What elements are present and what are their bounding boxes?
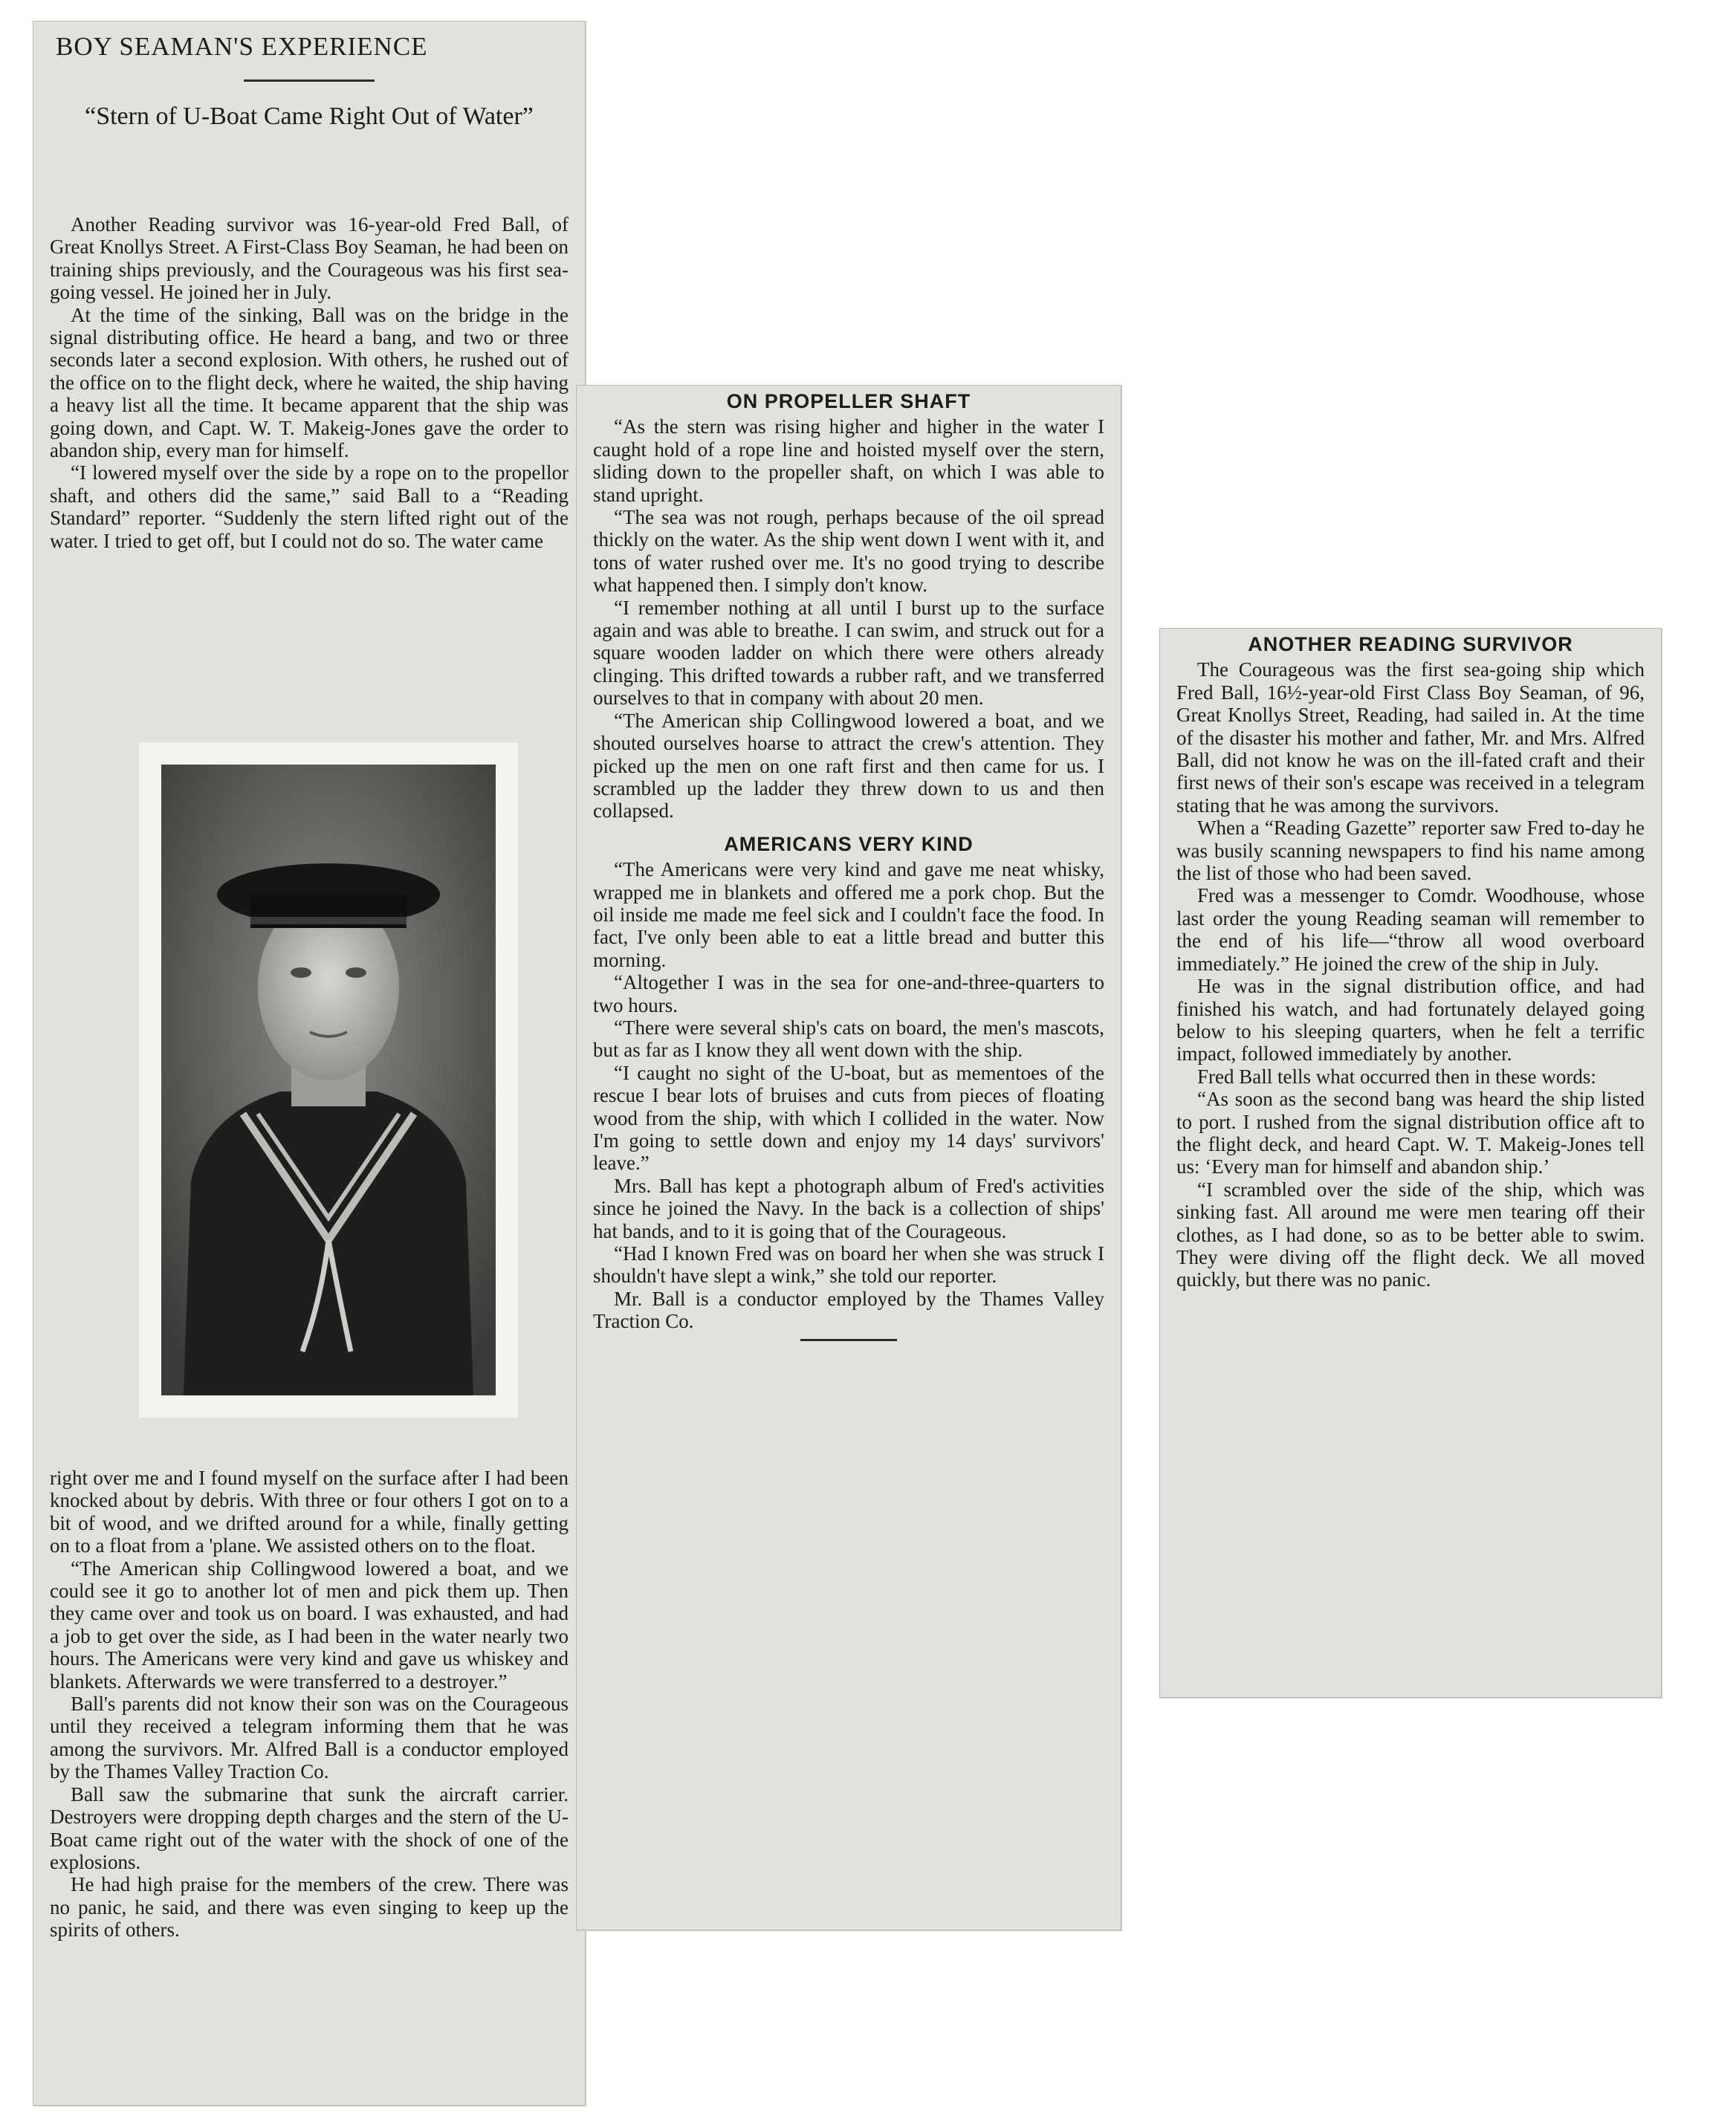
paragraph: Ball saw the submarine that sunk the aircraft carrier. Destroyers were dropping depth charges and the stern of the U-Boat came right out of the water with the shock of one of the explosions. (50, 1782, 569, 1873)
paragraph: Fred Ball tells what occurred then in these words: (1197, 1065, 1596, 1088)
paragraph: “The Americans were very kind and gave me neat whisky, wrapped me in blankets and offered me a pork chop. But the oil inside me made me feel sick and I couldn't face the food. In fact, I've only been able to eat a little bread and butter this morning. (593, 858, 1104, 971)
section-heading-another-survivor: ANOTHER READING SURVIVOR (1248, 633, 1573, 655)
paragraph: He had high praise for the members of the crew. There was no panic, he said, and there was even singing to keep up the spirits of others. (50, 1873, 569, 1942)
clipping-headline: BOY SEAMAN'S EXPERIENCE (56, 32, 428, 61)
paragraph: “I scrambled over the side of the ship, which was sinking fast. All around me were men tearing off their clothes, as I had done, so as to be better able to swim. They were diving off the flight deck. We all moved quickly, but there was no panic. (1176, 1178, 1645, 1291)
section-heading-americans-very-kind: AMERICANS VERY KIND (724, 832, 974, 855)
paragraph: At the time of the sinking, Ball was on the bridge in the signal distributing office. He heard a bang, and two or three seconds later a second explosion. With others, he rushed out of the office on to the flight deck, where he waited, the ship having a heavy list all the time. It became apparent that the ship was going down, and Capt. W. T. Makeig-Jones gave the order to abandon ship, every man for himself. (50, 303, 569, 462)
paragraph: Ball's parents did not know their son was on the Courageous until they received a telegram informing them that he was among the survivors. Mr. Alfred Ball is a conductor employed by the Thames Valley Traction Co. (50, 1693, 569, 1783)
paragraph: “Altogether I was in the sea for one-and-three-quarters to two hours. (593, 971, 1104, 1016)
article-text-bottom (50, 1467, 569, 1942)
paragraph: “Had I known Fred was on board her when she was struck I shouldn't have slept a wink,” she told our reporter. (593, 1242, 1104, 1288)
paragraph: He was in the signal distribution office, and had finished his watch, and had fortunately delayed going below to his sleeping quarters, when he felt a terrific impact, followed immediately by another. (1176, 975, 1645, 1065)
article-text-top (50, 213, 569, 552)
clipping-another-survivor (1159, 628, 1662, 1698)
headline-rule (244, 80, 375, 82)
paragraph: When a “Reading Gazette” reporter saw Fred to-day he was busily scanning newspapers to find his name among the list of those who had been saved. (1176, 817, 1645, 885)
paragraph: “As the stern was rising higher and higher in the water I caught hold of a rope line and hoisted myself over the stern, sliding down to the propeller shaft, on which I was able to stand upright. (593, 415, 1104, 506)
paragraph: “The American ship Collingwood lowered a boat, and we could see it go to another lot of men and pick them up. Then they came over and took us on board. I was exhausted, and had a job to get over the side, as I had been in the water nearly two hours. The Americans were very kind and gave us whiskey and blankets. Afterwards we were transferred to a destroyer.” (50, 1557, 569, 1693)
clipping-boy-seaman (33, 21, 586, 2106)
end-rule (800, 1339, 897, 1341)
paragraph: The Courageous was the first sea-going ship which Fred Ball, 16½-year-old First Class Boy Seaman, of 96, Great Knollys Street, Reading, had sailed in. At the time of the disaster his mother and father, Mr. and Mrs. Alfred Ball, did not know he was on the ill-fated craft and their first news of their son's escape was received in a telegram stating that he was among the survivors. (1176, 658, 1645, 817)
paragraph: “As soon as the second bang was heard the ship listed to port. I rushed from the signal distribution office aft to the flight deck, and heard Capt. W. T. Makeig-Jones tell us: ‘Every man for himself and abandon ship.’ (1176, 1088, 1645, 1178)
clipping-propeller-shaft (576, 385, 1121, 1930)
clipping-subheadline: “Stern of U-Boat Came Right Out of Water” (85, 103, 534, 130)
portrait-photo (139, 742, 518, 1418)
paragraph: “The American ship Collingwood lowered a boat, and we shouted ourselves hoarse to attract the crew's attention. They picked up the men on one raft first and then came for us. I scrambled up the ladder they threw down to us and then collapsed. (593, 709, 1104, 823)
paragraph: “I lowered myself over the side by a rope on to the propellor shaft, and others did the same,” said Ball to a “Reading Standard” reporter. “Suddenly the stern lifted right out of the water. I tried to get off, but I could not do so. The water came (50, 461, 569, 552)
article-text (1176, 633, 1645, 1291)
paragraph: “I remember nothing at all until I burst up to the surface again and was able to breathe. I can swim, and struck out for a square wooden ladder on which there were others already clinging. This drifted towards a rubber raft, and we transferred ourselves to that in company with about 20 men. (593, 596, 1104, 710)
paragraph: Mrs. Ball has kept a photograph album of Fred's activities since he joined the Navy. In the back is a collection of ships' hat bands, and to it is going that of the Courageous. (593, 1174, 1104, 1242)
article-text (593, 390, 1104, 1341)
paragraph: “I caught no sight of the U-boat, but as mementoes of the rescue I bear lots of bruises and cuts from pieces of floating wood from the ship, with which I collided in the water. Now I'm going to settle down and enjoy my 14 days' survivors' leave.” (593, 1061, 1104, 1175)
paragraph: right over me and I found myself on the surface after I had been knocked about by debris. With three or four others I got on to a bit of wood, and we drifted around for a while, finally getting on to a float from a 'plane. We assisted others on to the float. (50, 1467, 569, 1557)
section-heading-propeller-shaft: ON PROPELLER SHAFT (726, 390, 971, 412)
sailor-portrait-image (161, 765, 496, 1395)
paragraph: “There were several ship's cats on board, the men's mascots, but as far as I know they all went down with the ship. (593, 1016, 1104, 1062)
paragraph: Fred was a messenger to Comdr. Woodhouse, whose last order the young Reading seaman will remember to the end of his life—“throw all wood overboard immediately.” He joined the crew of the ship in July. (1176, 884, 1645, 975)
paragraph: Mr. Ball is a conductor employed by the Thames Valley Traction Co. (593, 1287, 1104, 1333)
paragraph: “The sea was not rough, perhaps because of the oil spread thickly on the water. As the ship went down I went with it, and tons of water rushed over me. It's no good trying to describe what happened then. I simply don't know. (593, 506, 1104, 597)
paragraph: Another Reading survivor was 16-year-old Fred Ball, of Great Knollys Street. A First-Class Boy Seaman, he had been on training ships previously, and the Courageous was his first sea-going vessel. He joined her in July. (50, 213, 569, 304)
